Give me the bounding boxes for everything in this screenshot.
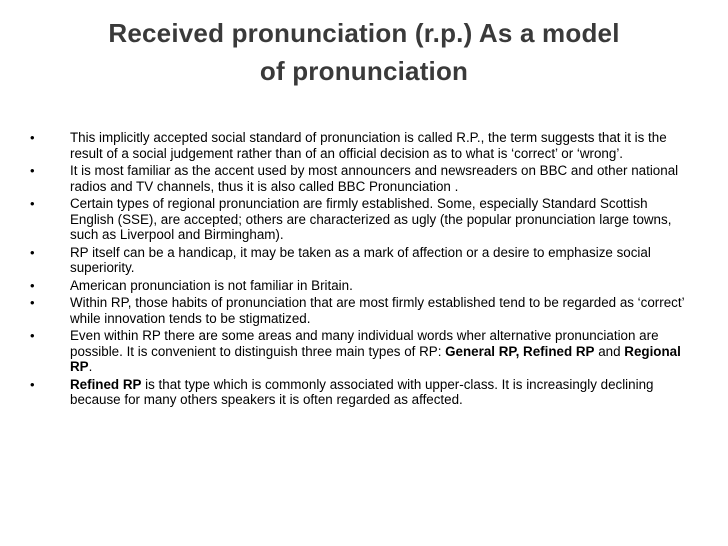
bullet-dot-icon: • — [30, 244, 35, 260]
bullet-text: . — [88, 359, 93, 374]
bullet-text: Within RP, those habits of pronunciation that are most firmly established tend to be regarded as ‘correct’ while innovation tends to be stigmatized. — [70, 295, 685, 326]
bullet-dot-icon: • — [30, 328, 35, 343]
bullet-bold-text: General RP, Refined RP — [445, 343, 595, 359]
slide-title — [36, 14, 692, 90]
bullet-dot-icon: • — [30, 196, 35, 211]
bullet-bold-text: Refined RP — [70, 376, 142, 392]
title-line-2: of pronunciation — [259, 56, 469, 86]
bullet-item — [30, 196, 690, 243]
bullet-text: Even within RP there are some areas and many individual words wher alternative pronunciation are possible. It is convenient to distinguish three main types of RP: — [70, 328, 659, 359]
bullet-text: is that type which is commonly associated with upper-class. It is increasingly declining because for many others speakers it is often regarded as affected. — [70, 376, 654, 407]
bullet-item — [30, 130, 690, 161]
bullet-item — [30, 163, 690, 194]
bullet-item — [30, 295, 690, 326]
bullet-text: American pronunciation is not familiar in Britain. — [70, 277, 353, 293]
bullet-item — [30, 245, 690, 276]
bullet-text: It is most familiar as the accent used by most announcers and newsreaders on BBC and other national radios and TV channels, thus it is also called BBC Pronunciation . — [70, 163, 679, 194]
bullet-list — [30, 130, 690, 410]
bullet-bold-text: Regional RP — [70, 343, 681, 374]
bullet-item — [30, 328, 690, 375]
bullet-text: and — [594, 343, 625, 359]
bullet-dot-icon: • — [30, 376, 35, 392]
bullet-dot-icon: • — [30, 130, 35, 145]
title-line-1: Received pronunciation (r.p.) As a model — [108, 18, 620, 48]
bullet-item — [30, 278, 690, 294]
bullet-dot-icon: • — [30, 295, 35, 310]
bullet-text: This implicitly accepted social standard of pronunciation is called R.P., the term suggests that it is the result of a social judgement rather than of an official decision as to what is ‘correct’ or ‘wrong’. — [70, 130, 667, 161]
bullet-text: RP itself can be a handicap, it may be taken as a mark of affection or a desire to emphasize social superiority. — [70, 244, 651, 275]
bullet-dot-icon: • — [30, 163, 35, 178]
bullet-text: Certain types of regional pronunciation are firmly established. Some, especially Standard Scottish English (SSE), are accepted; others are characterized as ugly (the popular pronunciation large towns, such as Liverpool and Birmingham). — [70, 196, 672, 242]
bullet-item — [30, 377, 690, 408]
bullet-dot-icon: • — [30, 277, 35, 293]
